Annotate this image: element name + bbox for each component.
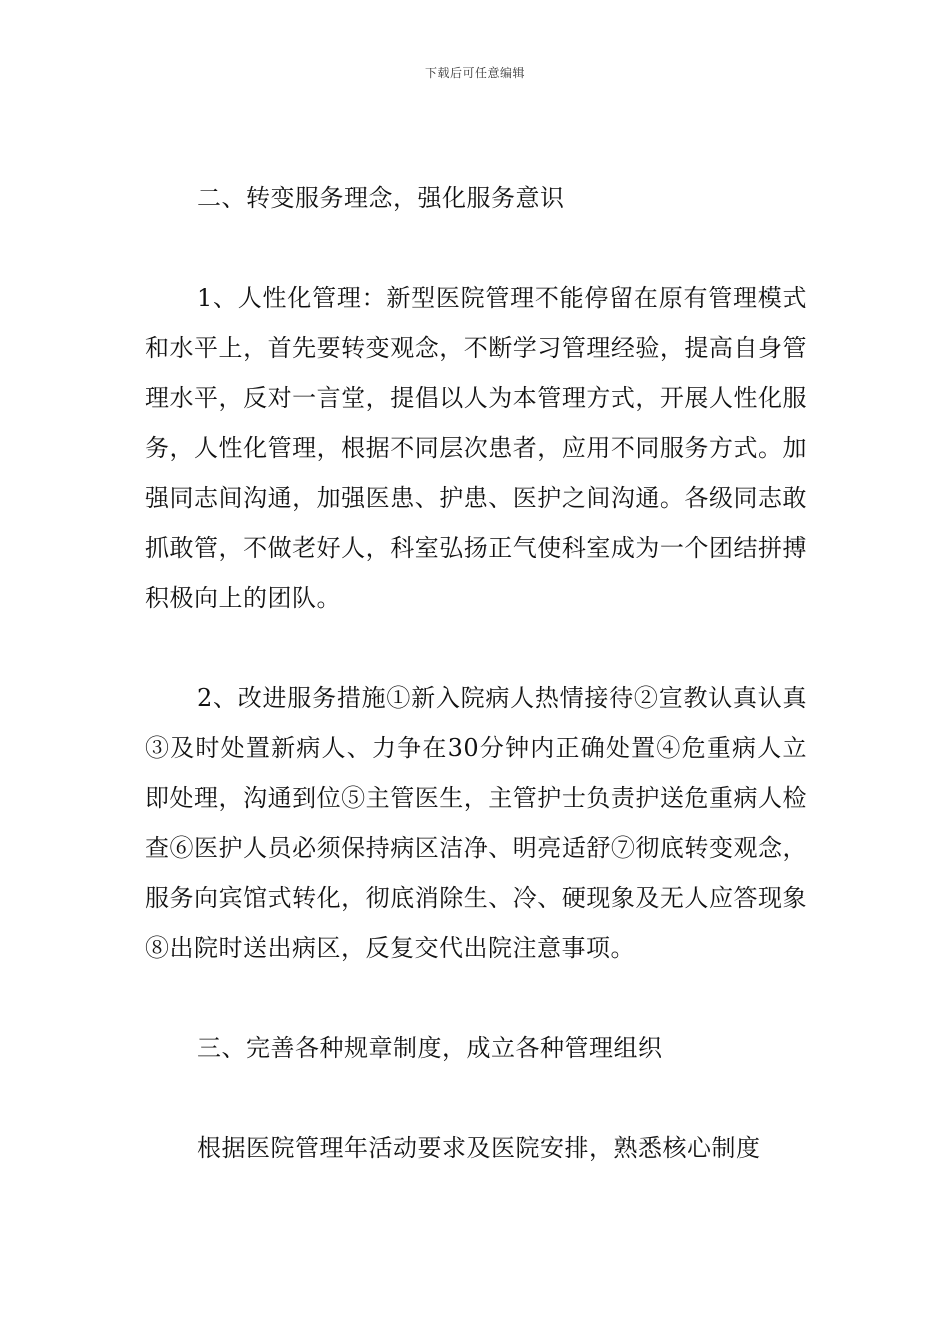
document-body: [145, 173, 807, 1173]
paragraph-core-system: 根据医院管理年活动要求及医院安排，熟悉核心制度: [197, 1134, 761, 1162]
paragraph-gap: [145, 973, 807, 1023]
section-heading-2: 二、转变服务理念，强化服务意识: [197, 184, 565, 212]
paragraph-humanized-management: 1、人性化管理：新型医院管理不能停留在原有管理模式和水平上，首先要转变观念，不断学习管理经验，提高自身管理水平，反对一言堂，提倡以人为本管理方式，开展人性化服务，人性化管理，根据不同层次患者，应用不同服务方式。加强同志间沟通，加强医患、护患、医护之间沟通。各级同志敢抓敢管，不做老好人，科室弘扬正气使科室成为一个团结拼搏积极向上的团队。: [145, 284, 807, 612]
paragraph-gap: [145, 1073, 807, 1123]
paragraph-gap: [145, 223, 807, 273]
page-header: 下载后可任意编辑: [424, 66, 525, 80]
section-heading-3: 三、完善各种规章制度，成立各种管理组织: [197, 1034, 663, 1062]
paragraph-gap: [145, 623, 807, 673]
paragraph-service-measures: 2、改进服务措施①新入院病人热情接待②宣教认真认真③及时处置新病人、力争在30分钟内正确处置④危重病人立即处理，沟通到位⑤主管医生，主管护士负责护送危重病人检查⑥医护人员必须保持病区洁净、明亮适舒⑦彻底转变观念，服务向宾馆式转化，彻底消除生、冷、硬现象及无人应答现象⑧出院时送出病区，反复交代出院注意事项。: [145, 684, 807, 962]
